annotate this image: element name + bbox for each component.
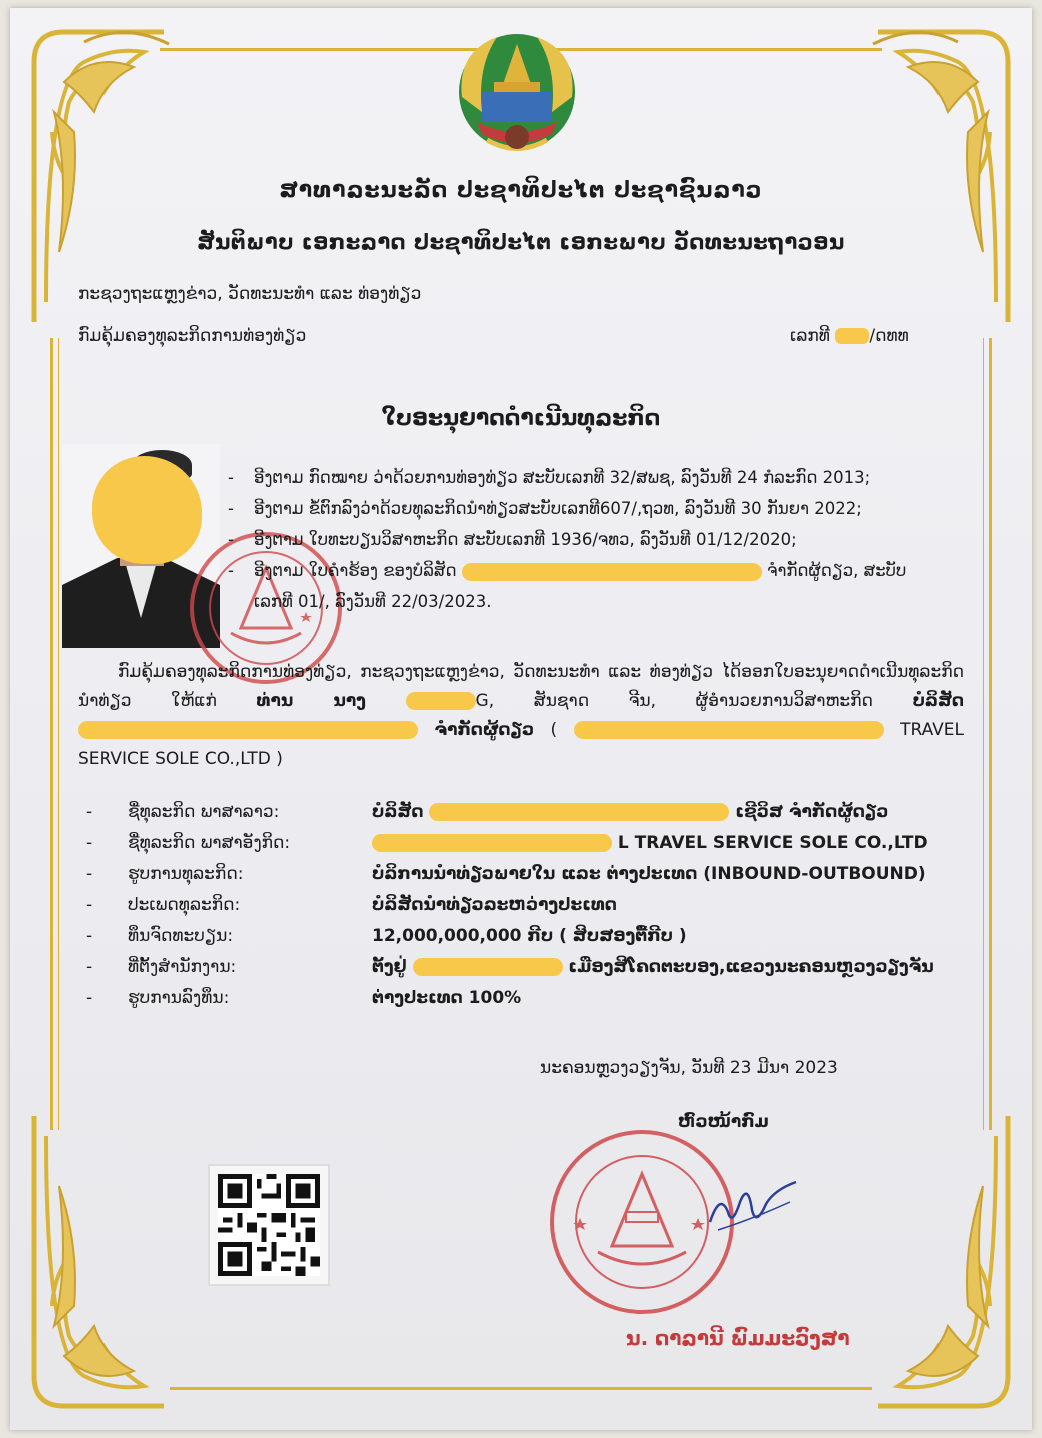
detail-value: ຕັ້ງຢູ່ ເມືອງສີໂຄດຕະບອງ,ແຂວງນະຄອນຫຼວງວຽງຈັນ xyxy=(372,956,934,977)
country-name: ສາທາລະນະລັດ ປະຊາທິປະໄຕ ປະຊາຊົນລາວ xyxy=(279,178,763,203)
reference-4-end: ຈຳກັດຜູ້ດຽວ, ສະບັບ xyxy=(767,561,907,580)
redaction-mark xyxy=(413,958,563,976)
legal-references xyxy=(228,462,968,617)
document-number xyxy=(790,326,909,346)
detail-label: ທຶນຈົດທະບຽນ: xyxy=(128,925,234,946)
reference-4-line2: ເລກທີ 01/, ລົງວັນທີ 22/03/2023. xyxy=(254,592,492,611)
detail-label: ຊື່ທຸລະກິດ ພາສາອັງກິດ: xyxy=(128,832,291,853)
detail-value: ບໍລິສັດ ເຊີວິສ ຈຳກັດຜູ້ດຽວ xyxy=(372,801,889,822)
redaction-mark xyxy=(462,563,762,581)
redaction-mark xyxy=(406,692,476,710)
detail-row: - ທີ່ຕັ້ງສຳນັກງານ: ຕັ້ງຢູ່ ເມືອງສີໂຄດຕະບອງ,ແຂວງນະຄອນຫຼວງວຽງຈັນ xyxy=(86,956,934,977)
detail-label: ທີ່ຕັ້ງສຳນັກງານ: xyxy=(128,956,237,977)
detail-row: - ທຶນຈົດທະບຽນ: 12,000,000,000 ກີບ ( ສິບສອງຕື້ກີບ ) xyxy=(86,925,687,946)
company-prefix: ບໍລິສັດ xyxy=(912,691,965,711)
detail-label: ປະເພດທຸລະກິດ: xyxy=(128,894,241,915)
statement-part1: ກົມຄຸ້ມຄອງທຸລະກິດການທ່ອງທ່ຽວ, ກະຊວງຖະແຫຼງຂ່າວ, ວັດທະນະທຳ ແລະ ທ່ອງທ່ຽວ ໄດ້ອອກໃບອະນຸຍາດດຳເນີນທຸລະກິດນຳທ່ຽວ ໃຫ້ແກ່ xyxy=(78,662,964,711)
corner-ornament-bottom-right xyxy=(868,1106,1018,1416)
national-emblem-icon xyxy=(442,22,592,172)
redaction-mark xyxy=(574,721,884,739)
business-details xyxy=(86,796,986,1013)
reference-item xyxy=(228,555,968,617)
reference-4-start: ອີງຕາມ ໃບຄຳຮ້ອງ ຂອງບໍລິສັດ xyxy=(254,561,457,580)
holder-honorific: ທ່ານ ນາງ xyxy=(256,691,366,711)
department-name: ກົມຄຸ້ມຄອງທຸລະກິດການທ່ອງທ່ຽວ xyxy=(78,326,307,346)
qr-code-icon xyxy=(208,1164,330,1286)
detail-row: - ຊື່ທຸລະກິດ ພາສາອັງກິດ: L TRAVEL SERVICE SOLE CO.,LTD xyxy=(86,832,928,853)
detail-value: ບໍລິການນຳທ່ຽວພາຍໃນ ແລະ ຕ່າງປະເທດ (INBOUND-OUTBOUND) xyxy=(372,863,926,884)
company-english-tail: TRAVEL SERVICE SOLE CO.,LTD ) xyxy=(78,720,965,769)
frame-right-line xyxy=(989,338,992,1130)
corner-ornament-bottom-left xyxy=(24,1106,174,1416)
redaction-mark xyxy=(78,721,418,739)
detail-row: - ປະເພດທຸລະກິດ: ບໍລິສັດນຳທ່ຽວລະຫວ່າງປະເທດ xyxy=(86,894,617,915)
license-statement xyxy=(78,658,964,774)
detail-row: - ຊື່ທຸລະກິດ ພາສາລາວ: ບໍລິສັດ ເຊີວິສ ຈຳກັດຜູ້ດຽວ xyxy=(86,801,889,822)
document-number-suffix: /ດທທ xyxy=(869,326,909,346)
corner-ornament-top-right xyxy=(868,22,1018,332)
detail-value: L TRAVEL SERVICE SOLE CO.,LTD xyxy=(372,833,928,853)
issue-date: ນະຄອນຫຼວງວຽງຈັນ, ວັນທີ 23 ມີນາ 2023 xyxy=(540,1058,838,1078)
ministry-name: ກະຊວງຖະແຫຼງຂ່າວ, ວັດທະນະທຳ ແລະ ທ່ອງທ່ຽວ xyxy=(78,284,422,304)
redaction-mark xyxy=(835,328,869,344)
detail-label: ຮູບການລົງທຶນ: xyxy=(128,987,230,1008)
detail-row: - ຮູບການທຸລະກິດ: ບໍລິການນຳທ່ຽວພາຍໃນ ແລະ ຕ່າງປະເທດ (INBOUND-OUTBOUND) xyxy=(86,863,926,884)
director-name: ນ. ດາລານີ ພົມມະວົງສາ xyxy=(626,1326,850,1350)
frame-left-inner-line xyxy=(58,338,59,1130)
license-title: ໃບອະນຸຍາດດຳເນີນທຸລະກິດ xyxy=(381,406,661,431)
redaction-mark xyxy=(429,803,729,821)
reference-item: - ອີງຕາມ ໃບທະບຽນວິສາຫະກິດ ສະບັບເລກທີ 1936/ຈທວ, ລົງວັນທີ 01/12/2020; xyxy=(228,524,968,555)
detail-row: - ຮູບການລົງທຶນ: ຕ່າງປະເທດ 100% xyxy=(86,987,522,1008)
reference-item: - ອີງຕາມ ຂໍ້ຕົກລົງວ່າດ້ວຍທຸລະກິດນຳທ່ຽວສະບັບເລກທີ607/,ຖວທ, ລົງວັນທີ 30 ກັນຍາ 2022; xyxy=(228,493,968,524)
holder-name-tail: G, xyxy=(475,691,495,711)
detail-value: ຕ່າງປະເທດ 100% xyxy=(372,987,522,1008)
document-number-prefix: ເລກທີ xyxy=(790,326,830,346)
detail-label: ຮູບການທຸລະກິດ: xyxy=(128,863,244,884)
frame-left-line xyxy=(50,338,53,1130)
company-suffix: ຈຳກັດຜູ້ດຽວ xyxy=(434,720,535,740)
redaction-mark xyxy=(372,834,612,852)
open-paren: ( xyxy=(550,720,558,740)
detail-label: ຊື່ທຸລະກິດ ພາສາລາວ: xyxy=(128,801,280,822)
reference-item: - ອີງຕາມ ກົດໝາຍ ວ່າດ້ວຍການທ່ອງທ່ຽວ ສະບັບເລກທີ 32/ສພຊ, ລົງວັນທີ 24 ກໍລະກົດ 2013; xyxy=(228,462,968,493)
frame-bottom-line xyxy=(170,1387,872,1390)
director-title: ຫົວໜ້າກົມ xyxy=(678,1112,769,1132)
statement-part2: ສັນຊາດ ຈີນ, ຜູ້ອຳນວຍການວິສາຫະກິດ xyxy=(533,691,873,711)
detail-value: ບໍລິສັດນຳທ່ຽວລະຫວ່າງປະເທດ xyxy=(372,894,617,915)
signature-icon xyxy=(700,1172,800,1242)
detail-value: 12,000,000,000 ກີບ ( ສິບສອງຕື້ກີບ ) xyxy=(372,925,687,946)
national-motto: ສັນຕິພາບ ເອກະລາດ ປະຊາທິປະໄຕ ເອກະພາບ ວັດທະນະຖາວອນ xyxy=(197,230,845,254)
